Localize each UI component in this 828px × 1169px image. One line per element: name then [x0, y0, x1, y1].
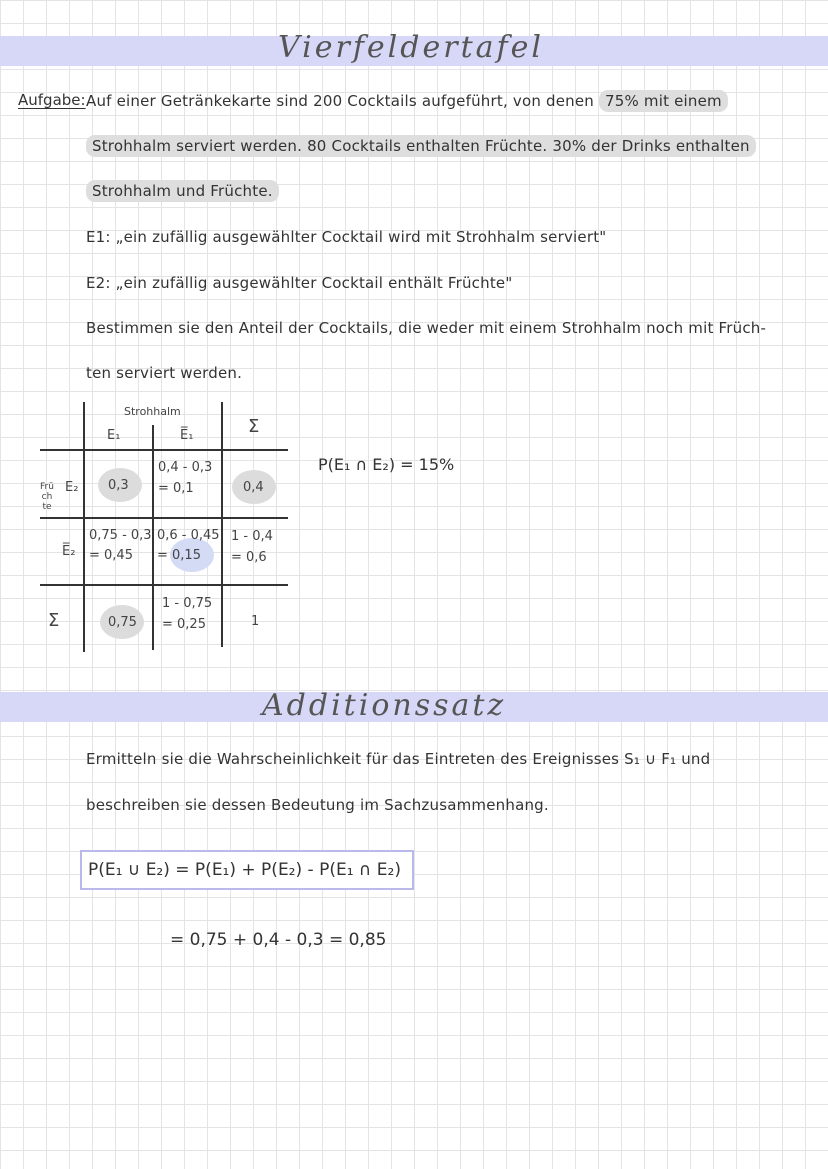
addition-calculation: = 0,75 + 0,4 - 0,3 = 0,85 — [170, 930, 387, 950]
cell-c23-line2: = 0,6 — [231, 550, 267, 565]
table-header-strohhalm: Strohhalm — [124, 405, 181, 418]
table-row-e2-bar: E̅₂ — [62, 544, 76, 559]
task-line-2 — [86, 137, 756, 155]
table-hline-2 — [40, 517, 288, 519]
cell-c31: 0,75 — [108, 615, 137, 630]
task-line-3-highlight: Strohhalm und Früchte. — [86, 180, 279, 202]
task-line-5: ten serviert werden. — [86, 364, 243, 382]
table-row-e2: E₂ — [65, 480, 79, 495]
addition-formula: P(E₁ ∪ E₂) = P(E₁) + P(E₂) - P(E₁ ∩ E₂) — [88, 860, 401, 880]
table-hline-1 — [40, 449, 288, 451]
cell-c32-line2: = 0,25 — [162, 617, 206, 632]
task-label: Aufgabe: — [18, 91, 86, 109]
section-title-vierfeldertafel: Vierfeldertafel — [278, 30, 544, 65]
cell-c12-line2: = 0,1 — [158, 481, 194, 496]
section2-line-2: beschreiben sie dessen Bedeutung im Sachzusammenhang. — [86, 796, 549, 814]
table-col-e1-bar: E̅₁ — [180, 428, 194, 443]
cell-c22-line2: = 0,15 — [157, 548, 201, 563]
section-title-additionssatz: Additionssatz — [262, 688, 507, 723]
table-row-sum: Σ — [48, 610, 60, 631]
task-line-4: Bestimmen sie den Anteil der Cocktails, die weder mit einem Strohhalm noch mit Früch- — [86, 319, 767, 337]
table-row-label-fruechte: Früchte — [40, 482, 54, 512]
cell-c12-line1: 0,4 - 0,3 — [158, 460, 213, 475]
table-col-sum: Σ — [248, 416, 260, 437]
table-col-e1: E₁ — [107, 428, 121, 443]
task-line-1-highlight: 75% mit einem — [599, 90, 728, 112]
cell-c21-line1: 0,75 - 0,3 — [89, 528, 152, 543]
cell-c11: 0,3 — [108, 478, 129, 493]
task-line-1-text: Auf einer Getränkekarte sind 200 Cocktails aufgeführt, von denen — [86, 92, 599, 110]
table-vline-1 — [83, 402, 85, 652]
event-e2: E2: „ein zufällig ausgewählter Cocktail enthält Früchte" — [86, 274, 513, 292]
intersection-formula: P(E₁ ∩ E₂) = 15% — [318, 455, 455, 474]
event-e1: E1: „ein zufällig ausgewählter Cocktail wird mit Strohhalm serviert" — [86, 228, 607, 246]
task-line-1 — [86, 92, 728, 110]
cell-c13: 0,4 — [243, 480, 264, 495]
cell-c21-line2: = 0,45 — [89, 548, 133, 563]
task-line-2-highlight: Strohhalm serviert werden. 80 Cocktails enthalten Früchte. 30% der Drinks enthalten — [86, 135, 756, 157]
cell-c23-line1: 1 - 0,4 — [231, 529, 273, 544]
table-vline-2 — [152, 425, 154, 650]
cell-c22-line1: 0,6 - 0,45 — [157, 528, 220, 543]
task-line-3 — [86, 182, 279, 200]
cell-c32-line1: 1 - 0,75 — [162, 596, 213, 611]
cell-c33: 1 — [251, 614, 260, 629]
section2-line-1: Ermitteln sie die Wahrscheinlichkeit für das Eintreten des Ereignisses S₁ ∪ F₁ und — [86, 750, 711, 768]
table-hline-3 — [40, 584, 288, 586]
table-vline-3 — [221, 402, 223, 647]
